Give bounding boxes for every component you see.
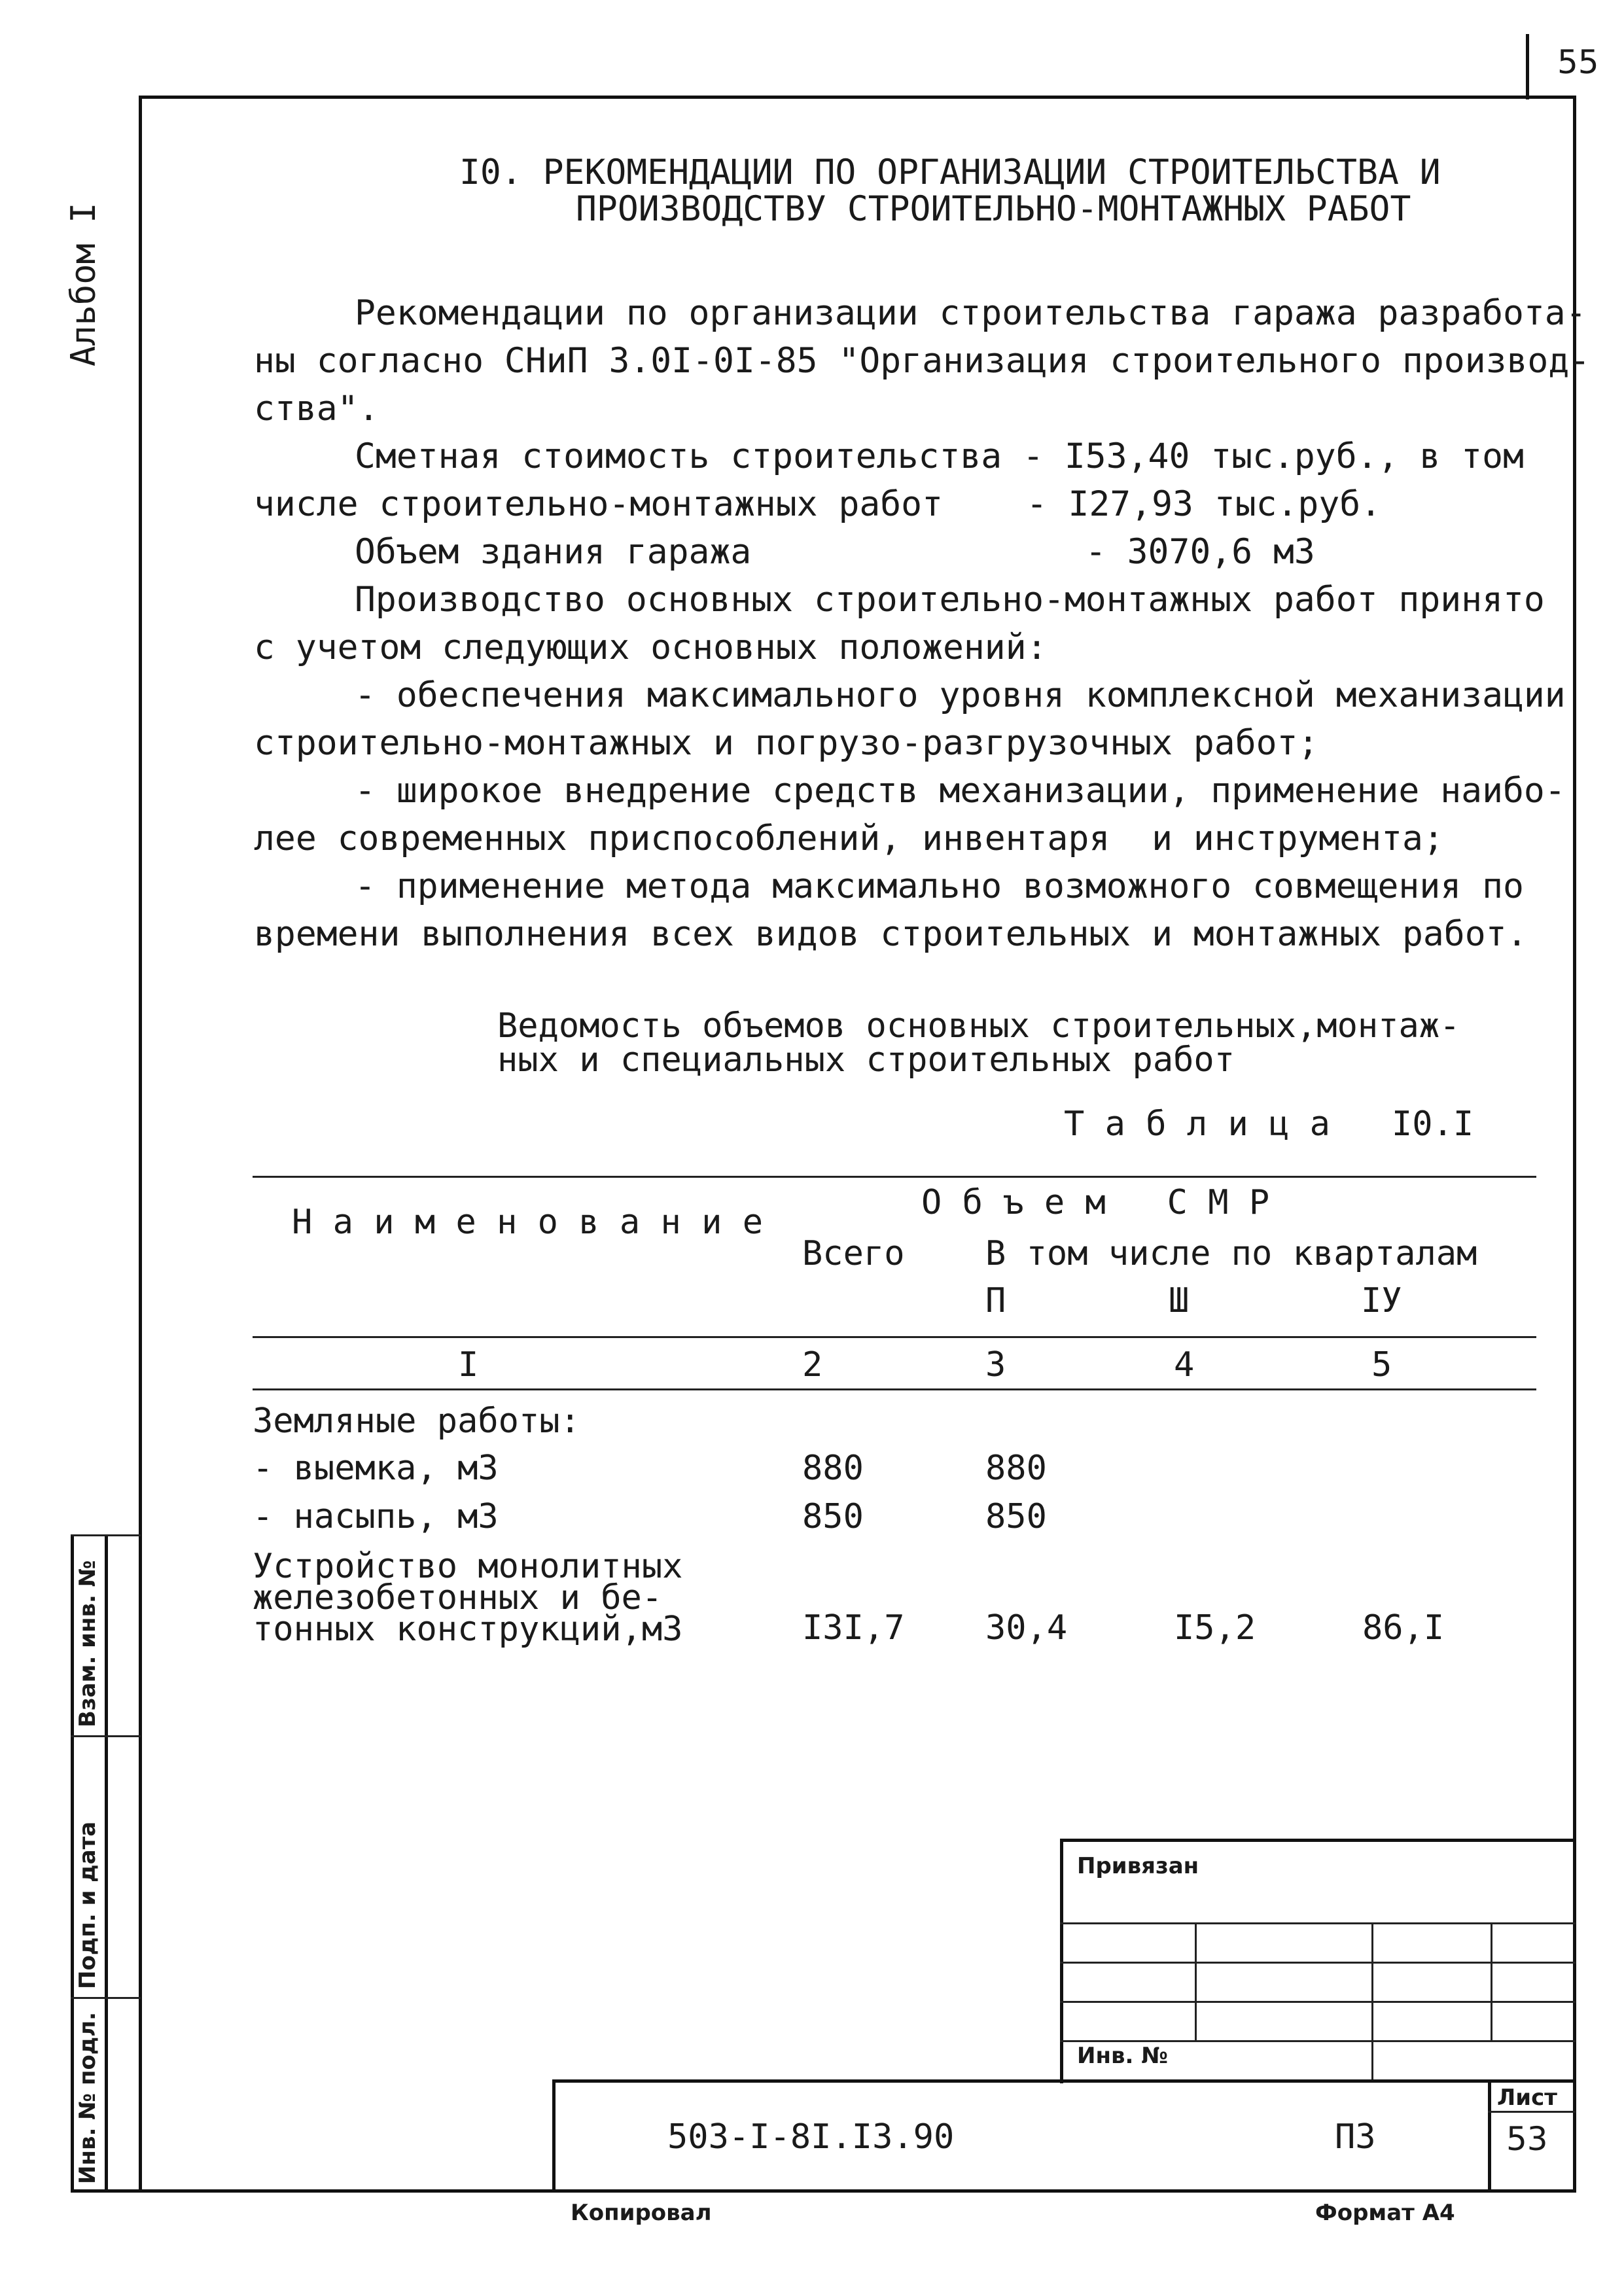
title-block-left (552, 2079, 556, 2192)
stamp-privyazan: Привязан (1077, 1853, 1199, 1879)
table-cell-q2: 850 (985, 1497, 1047, 1536)
table-header-q3: Ш (1169, 1281, 1190, 1320)
frame-bottom (72, 2189, 1576, 2193)
paragraph-line: - широкое внедрение средств механизации, применение наибо- (355, 771, 1566, 811)
paragraph-line: - обеспечения максимального уровня комплексной механизации (355, 675, 1566, 715)
stamp-top (1060, 1839, 1576, 1842)
paragraph-line: Объем здания гаража - 3070,6 м3 (355, 532, 1315, 572)
section-title-line1: I0. РЕКОМЕНДАЦИИ ПО ОРГАНИЗАЦИИ СТРОИТЕЛЬСТВА И (459, 152, 1441, 192)
table-row-name: Устройство монолитных (253, 1547, 683, 1586)
table-header-total: Всего (802, 1234, 905, 1273)
stamp-col (1371, 1922, 1373, 2079)
table-header-q2: П (985, 1281, 1006, 1320)
paragraph-line: лее современных приспособлений, инвентаря и инструмента; (254, 819, 1444, 858)
document-code: 503-I-8I.I3.90 (667, 2117, 955, 2157)
table-section: Земляные работы: (253, 1402, 580, 1441)
stamp-line (1060, 1962, 1576, 1964)
frame-top (139, 96, 1576, 99)
paragraph-line: Сметная стоимость строительства - I53,40 тыс.руб., в том (355, 436, 1524, 476)
page-number: 55 (1557, 43, 1599, 81)
stamp-left (1060, 1839, 1063, 2083)
table-cell-total: 880 (802, 1449, 864, 1488)
inv-podl-label: Инв. № подл. (75, 2011, 101, 2184)
table-header-quarters: В том числе по кварталам (985, 1234, 1477, 1273)
table-header-volume: О б ъ е м С М Р (921, 1183, 1270, 1222)
side-stamp-line (71, 1735, 141, 1737)
table-header-q4: IУ (1361, 1281, 1402, 1320)
stamp-line (1060, 2040, 1576, 2042)
table-cell-q2: 30,4 (985, 1608, 1068, 1648)
side-stamp-line (71, 1997, 141, 1999)
table-rule-header (253, 1336, 1536, 1338)
footer-format: Формат А4 (1315, 2200, 1455, 2226)
table-row-name: - выемка, м3 (253, 1449, 499, 1488)
table-cell-q4: 86,I (1362, 1608, 1445, 1648)
sheet-label: Лист (1497, 2085, 1557, 2111)
table-row-name: - насыпь, м3 (253, 1497, 499, 1536)
table-col-number: I (458, 1345, 479, 1385)
page-number-divider (1526, 34, 1529, 99)
stamp-line (1060, 2001, 1576, 2003)
stamp-col (1491, 1922, 1492, 2040)
paragraph-line: ны согласно СНиП 3.0I-0I-85 "Организация строительного производ- (254, 341, 1591, 381)
paragraph-line: - применение метода максимально возможного совмещения по (355, 866, 1524, 906)
frame-right (1573, 96, 1576, 2193)
table-cell-q3: I5,2 (1174, 1608, 1256, 1648)
table-cell-total: 850 (802, 1497, 864, 1536)
stamp-inv-no: Инв. № (1077, 2043, 1169, 2069)
table-caption-line2: ных и специальных строительных работ (497, 1040, 1235, 1080)
sheet-label-line (1488, 2111, 1576, 2113)
table-col-number: 4 (1174, 1345, 1195, 1385)
paragraph-line: ства". (254, 389, 380, 429)
paragraph-line: Производство основных строительно-монтажных работ принято (355, 580, 1545, 620)
table-col-number: 2 (802, 1345, 823, 1385)
album-label: Альбом I (64, 202, 103, 366)
table-rule-numbers (253, 1388, 1536, 1390)
section-title-line2: ПРОИЗВОДСТВУ СТРОИТЕЛЬНО-МОНТАЖНЫХ РАБОТ (576, 189, 1411, 229)
table-col-number: 3 (985, 1345, 1006, 1385)
title-block-top (552, 2079, 1576, 2083)
sheet-number: 53 (1506, 2120, 1548, 2158)
side-stamp-mid (105, 1534, 108, 2193)
table-cell-q2: 880 (985, 1449, 1047, 1488)
table-row-name: тонных конструкций,м3 (253, 1610, 683, 1649)
document-type: ПЗ (1335, 2117, 1376, 2157)
table-row-name: железобетонных и бе- (253, 1578, 663, 1617)
vzam-inv-label: Взам. инв. № (75, 1560, 101, 1727)
table-label: Т а б л и ц а I0.I (1064, 1104, 1474, 1144)
paragraph-line: времени выполнения всех видов строительных и монтажных работ. (254, 914, 1528, 954)
stamp-col (1195, 1922, 1197, 2040)
table-col-number: 5 (1371, 1345, 1392, 1385)
table-header-name: Н а и м е н о в а н и е (292, 1203, 764, 1242)
footer-copied: Копировал (571, 2200, 712, 2226)
paragraph-line: числе строительно-монтажных работ - I27,93 тыс.руб. (254, 484, 1382, 524)
paragraph-line: строительно-монтажных и погрузо-разгрузочных работ; (254, 723, 1319, 763)
stamp-line (1060, 1922, 1576, 1924)
title-block-sheet-divider (1488, 2079, 1491, 2192)
frame-left (139, 96, 142, 2193)
table-rule-top (253, 1176, 1536, 1178)
paragraph-line: с учетом следующих основных положений: (254, 627, 1048, 667)
table-cell-total: I3I,7 (802, 1608, 905, 1648)
table-caption-line1: Ведомость объемов основных строительных,монтаж- (497, 1006, 1460, 1046)
paragraph-line: Рекомендации по организации строительства гаража разработа- (355, 293, 1587, 333)
side-stamp-line (71, 1534, 141, 1536)
podp-data-label: Подп. и дата (75, 1821, 101, 1989)
side-stamp-left (71, 1534, 74, 2193)
